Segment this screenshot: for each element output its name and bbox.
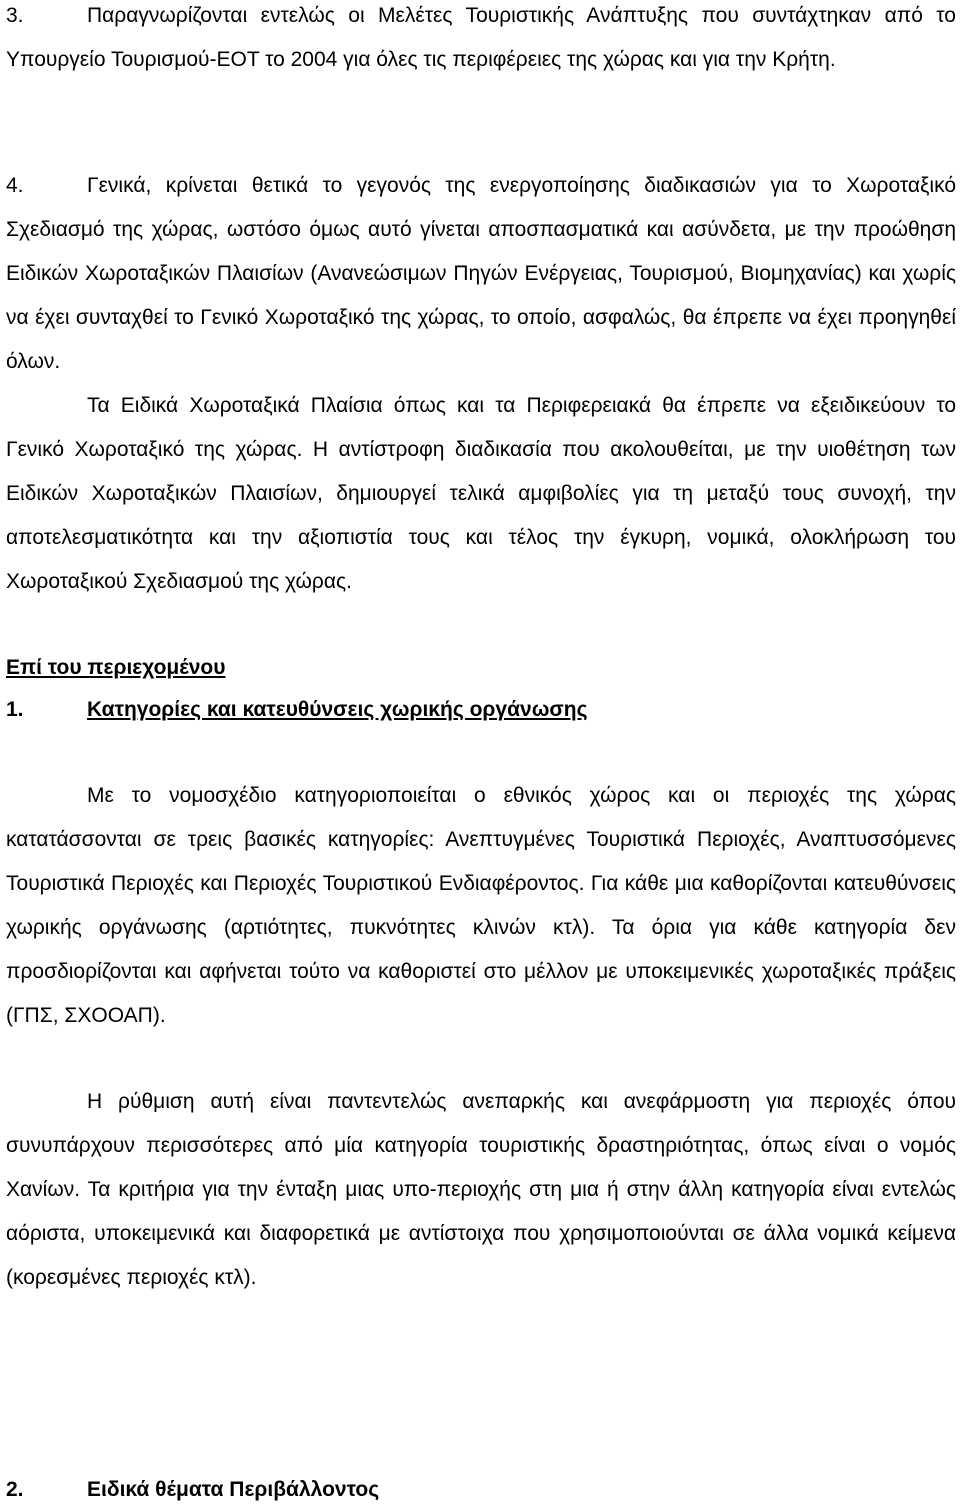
section-heading [6, 646, 956, 690]
item-4-paragraph [6, 164, 956, 384]
subsection-1-heading-line [6, 688, 956, 732]
subsection-1-title: Κατηγορίες και κατευθύνσεις χωρικής οργάνωσης [87, 698, 588, 721]
item-3-text: Παραγνωρίζονται εντελώς οι Μελέτες Τουριστικής Ανάπτυξης που συντάχτηκαν από το Υπουργείο Τουρισμού-ΕΟΤ το 2004 για όλες τις περιφέρειες της χώρας και για την Κρήτη. [6, 4, 956, 71]
item-4-number: 4. [6, 174, 24, 197]
item-3-number: 3. [6, 4, 24, 27]
subsection-2-heading [6, 1468, 956, 1512]
subsection-1-paragraph-2-text: Η ρύθμιση αυτή είναι παντεντελώς ανεπαρκής και ανεφάρμοστη για περιοχές όπου συνυπάρχουν περισσότερες από μία κατηγορία τουριστικής δραστηριότητας, όπως είναι ο νομός Χανίων. Τα κριτήρια για την ένταξη μιας υπο-περιοχής στη μια ή στην άλλη κατηγορία είναι εντελώς αόριστα, υποκειμενικά και διαφορετικά με αντίστοιχα που χρησιμοποιούνται σε άλλα νομικά κείμενα (κορεσμένες περιοχές κτλ). [6, 1090, 956, 1289]
subsection-1-paragraph-1-text: Με το νομοσχέδιο κατηγοριοποιείται ο εθνικός χώρος και οι περιοχές της χώρας κατατάσσονται σε τρεις βασικές κατηγορίες: Ανεπτυγμένες Τουριστικά Περιοχές, Αναπτυσσόμενες Τουριστικά Περιοχές και Περιοχές Τουριστικού Ενδιαφέροντος. Για κάθε μια καθορίζονται κατευθύνσεις χωρικής οργάνωσης (αρτιότητες, πυκνότητες κλινών κτλ). Τα όρια για κάθε κατηγορία δεν προσδιορίζονται και αφήνεται τούτο να καθοριστεί στο μέλλον με υποκειμενικές χωροταξικές πράξεις (ΓΠΣ, ΣΧΟΟΑΠ). [6, 784, 956, 1027]
subsection-1-paragraph-1 [6, 774, 956, 1038]
subsection-1-number: 1. [6, 698, 24, 721]
subsection-1-heading [6, 688, 956, 732]
item-3 [6, 0, 956, 82]
section-heading-text: Επί του περιεχομένου [6, 656, 226, 679]
item-3-paragraph [6, 0, 956, 82]
subsection-2-number: 2. [6, 1478, 24, 1501]
item-4 [6, 164, 956, 384]
subsection-2-title: Ειδικά θέματα Περιβάλλοντος [87, 1478, 380, 1501]
item-4-text: Γενικά, κρίνεται θετικά το γεγονός της ενεργοποίησης διαδικασιών για το Χωροταξικό Σχεδιασμό της χώρας, ωστόσο όμως αυτό γίνεται αποσπασματικά και ασύνδετα, με την προώθηση Ειδικών Χωροταξικών Πλαισίων (Ανανεώσιμων Πηγών Ενέργειας, Τουρισμού, Βιομηχανίας) και χωρίς να έχει συνταχθεί το Γενικό Χωροταξικό της χώρας, το οποίο, ασφαλώς, θα έπρεπε να έχει προηγηθεί όλων. [6, 174, 956, 373]
item-4-continuation-paragraph: Τα Ειδικά Χωροταξικά Πλαίσια όπως και τα Περιφερειακά θα έπρεπε να εξειδικεύουν το Γενικό Χωροταξικό της χώρας. Η αντίστροφη διαδικασία που ακολουθείται, με την υιοθέτηση των Ειδικών Χωροταξικών Πλαισίων, δημιουργεί τελικά αμφιβολίες για τη μεταξύ τους συνοχή, την αποτελεσματικότητα και την αξιοπιστία τους και τέλος την έγκυρη, νομικά, ολοκλήρωση του Χωροταξικού Σχεδιασμού της χώρας. [6, 394, 956, 593]
subsection-2-heading-line [6, 1468, 956, 1512]
subsection-1-paragraph-2 [6, 1080, 956, 1300]
item-4-continuation [6, 384, 956, 604]
